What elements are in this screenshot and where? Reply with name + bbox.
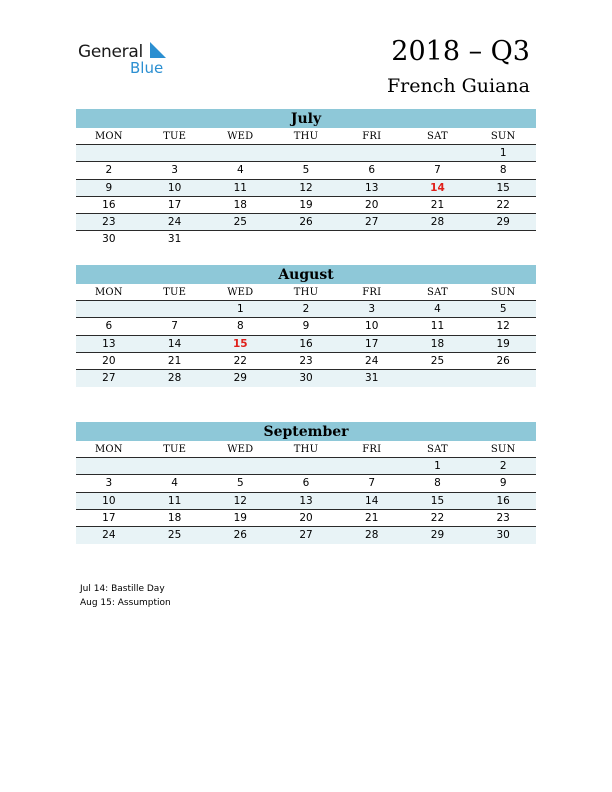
weekday-label: SUN [490, 287, 516, 298]
day-cell: 18 [167, 511, 182, 524]
day-cell: 26 [233, 528, 247, 541]
week-row [76, 527, 536, 544]
holiday-day-cell: 14 [430, 181, 445, 194]
weekday-label: TUE [163, 287, 187, 298]
day-cell [405, 370, 471, 387]
holiday-note: Jul 14: Bastille Day [80, 584, 165, 594]
day-cell: 2 [302, 303, 310, 316]
day-cell: 11 [430, 320, 445, 333]
month-title: August [76, 265, 536, 284]
weekday-label: FRI [362, 287, 382, 298]
day-cell: 30 [496, 528, 510, 541]
weekday-label: SAT [427, 444, 448, 455]
day-cell [142, 301, 208, 317]
day-cell: 29 [430, 528, 445, 541]
page-title: 2018 – Q3 [391, 36, 530, 67]
weekday-label: FRI [362, 131, 382, 142]
day-cell: 20 [102, 354, 116, 367]
day-cell: 3 [171, 164, 178, 177]
day-cell [273, 145, 339, 161]
week-row [76, 145, 536, 162]
day-cell: 2 [499, 460, 507, 473]
day-cell: 14 [365, 494, 379, 507]
day-cell: 13 [299, 494, 313, 507]
day-cell: 12 [496, 320, 510, 333]
weekday-label: SAT [427, 131, 448, 142]
day-cell: 16 [102, 198, 116, 211]
weekday-label: THU [293, 287, 319, 298]
day-cell: 25 [430, 354, 445, 367]
day-cell [76, 145, 142, 161]
month-block-september [76, 422, 536, 544]
day-cell: 21 [430, 198, 445, 211]
day-cell: 28 [365, 528, 379, 541]
day-cell: 21 [365, 511, 379, 524]
week-row [76, 180, 536, 197]
day-cell: 6 [368, 164, 376, 177]
logo-text-general: General [78, 42, 143, 62]
day-cell: 22 [233, 354, 247, 367]
day-cell [339, 231, 405, 248]
day-cell: 31 [167, 233, 182, 246]
day-cell: 25 [167, 528, 182, 541]
day-cell: 5 [236, 477, 244, 490]
day-cell [207, 458, 273, 474]
weekday-label: TUE [163, 444, 187, 455]
weekday-label: FRI [362, 444, 382, 455]
day-cell: 15 [430, 494, 445, 507]
day-cell: 4 [434, 303, 441, 316]
day-cell: 20 [365, 198, 379, 211]
day-cell: 12 [233, 494, 247, 507]
day-cell [273, 458, 339, 474]
weekday-label: SAT [427, 287, 448, 298]
day-cell: 29 [496, 215, 510, 228]
day-cell [76, 458, 142, 474]
day-cell: 24 [167, 215, 182, 228]
day-cell: 15 [496, 181, 510, 194]
weekday-label: MON [94, 287, 123, 298]
day-cell [470, 370, 536, 387]
week-row [76, 197, 536, 214]
month-title: July [76, 109, 536, 128]
day-cell: 19 [496, 337, 510, 350]
week-row [76, 353, 536, 370]
day-cell: 13 [102, 337, 116, 350]
day-cell: 7 [368, 477, 376, 490]
day-cell: 13 [365, 181, 379, 194]
weekday-header-row [76, 441, 536, 458]
day-cell: 11 [167, 494, 182, 507]
day-cell: 1 [434, 460, 441, 473]
week-row [76, 318, 536, 335]
week-row [76, 214, 536, 231]
day-cell [76, 301, 142, 317]
week-row [76, 493, 536, 510]
holiday-notes [80, 582, 171, 610]
day-cell: 16 [299, 337, 313, 350]
day-cell [207, 231, 273, 248]
week-rows [76, 301, 536, 387]
day-cell: 20 [299, 511, 313, 524]
weekday-label: THU [293, 131, 319, 142]
day-cell: 2 [105, 164, 113, 177]
month-block-july [76, 109, 536, 248]
day-cell: 6 [105, 320, 113, 333]
holiday-note: Aug 15: Assumption [80, 598, 171, 608]
day-cell: 30 [299, 371, 313, 384]
week-row [76, 231, 536, 248]
week-rows [76, 458, 536, 544]
day-cell: 31 [365, 371, 379, 384]
day-cell [273, 231, 339, 248]
month-block-august [76, 265, 536, 387]
day-cell: 12 [299, 181, 313, 194]
day-cell: 27 [299, 528, 313, 541]
day-cell: 27 [365, 215, 379, 228]
day-cell: 6 [302, 477, 310, 490]
day-cell: 19 [299, 198, 313, 211]
weekday-header-row [76, 284, 536, 301]
day-cell: 14 [167, 337, 182, 350]
day-cell: 4 [171, 477, 178, 490]
day-cell: 1 [499, 147, 507, 160]
logo-triangle-icon [148, 42, 168, 60]
day-cell: 29 [233, 371, 247, 384]
day-cell: 28 [430, 215, 445, 228]
day-cell: 24 [365, 354, 379, 367]
weekday-label: WED [227, 444, 254, 455]
day-cell: 5 [302, 164, 310, 177]
day-cell: 1 [236, 303, 244, 316]
day-cell [142, 145, 208, 161]
week-row [76, 301, 536, 318]
day-cell: 23 [102, 215, 116, 228]
weekday-label: WED [227, 287, 254, 298]
day-cell: 19 [233, 511, 247, 524]
weekday-header-row [76, 128, 536, 145]
week-row [76, 475, 536, 492]
day-cell [405, 145, 471, 161]
day-cell: 3 [368, 303, 376, 316]
day-cell: 8 [434, 477, 441, 490]
holiday-day-cell: 15 [232, 337, 248, 350]
weekday-label: MON [94, 444, 123, 455]
day-cell: 30 [102, 233, 116, 246]
day-cell: 21 [167, 354, 182, 367]
weekday-label: TUE [163, 131, 187, 142]
day-cell: 17 [167, 198, 182, 211]
day-cell: 4 [236, 164, 244, 177]
day-cell [339, 458, 405, 474]
week-rows [76, 145, 536, 248]
day-cell: 18 [233, 198, 247, 211]
day-cell: 17 [365, 337, 379, 350]
day-cell: 11 [233, 181, 247, 194]
day-cell: 5 [499, 303, 507, 316]
day-cell: 16 [496, 494, 510, 507]
day-cell: 7 [171, 320, 178, 333]
week-row [76, 370, 536, 387]
day-cell: 9 [105, 181, 113, 194]
day-cell: 17 [102, 511, 116, 524]
week-row [76, 162, 536, 179]
day-cell: 10 [102, 494, 116, 507]
day-cell [142, 458, 208, 474]
day-cell: 7 [434, 164, 441, 177]
day-cell: 26 [496, 354, 510, 367]
day-cell: 18 [430, 337, 445, 350]
brand-logo [78, 40, 188, 80]
logo-text-blue: Blue [130, 59, 164, 77]
day-cell: 10 [167, 181, 182, 194]
weekday-label: SUN [490, 444, 516, 455]
day-cell: 23 [496, 511, 510, 524]
day-cell [405, 231, 471, 248]
region-subtitle: French Guiana [386, 75, 530, 97]
week-row [76, 510, 536, 527]
day-cell: 23 [299, 354, 313, 367]
day-cell [207, 145, 273, 161]
day-cell: 8 [236, 320, 244, 333]
day-cell: 10 [365, 320, 379, 333]
day-cell: 3 [105, 477, 113, 490]
weekday-label: WED [227, 131, 254, 142]
day-cell [339, 145, 405, 161]
day-cell: 9 [302, 320, 310, 333]
day-cell: 28 [167, 371, 182, 384]
day-cell: 24 [102, 528, 116, 541]
week-row [76, 458, 536, 475]
day-cell: 27 [102, 371, 116, 384]
day-cell: 9 [499, 477, 507, 490]
day-cell: 22 [496, 198, 510, 211]
day-cell: 26 [299, 215, 313, 228]
weekday-label: MON [94, 131, 123, 142]
week-row [76, 336, 536, 353]
day-cell: 22 [430, 511, 445, 524]
day-cell: 8 [499, 164, 507, 177]
weekday-label: THU [293, 444, 319, 455]
month-title: September [76, 422, 536, 441]
day-cell: 25 [233, 215, 247, 228]
day-cell [470, 231, 536, 248]
weekday-label: SUN [490, 131, 516, 142]
